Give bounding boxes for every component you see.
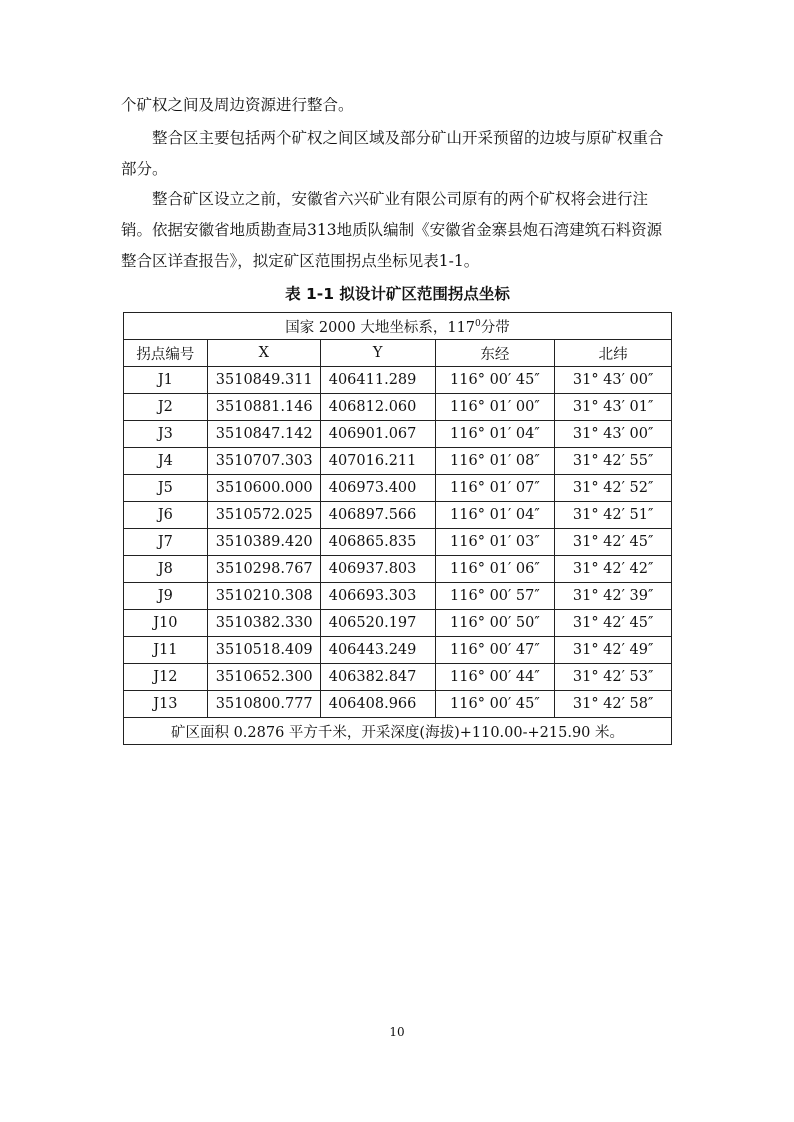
cell-latitude: 31° 42′ 42″ <box>555 556 672 583</box>
table-row <box>124 610 672 637</box>
cell-y: 406897.566 <box>320 502 435 529</box>
cell-y: 406411.289 <box>320 367 435 394</box>
cell-y: 406443.249 <box>320 637 435 664</box>
header-longitude: 东经 <box>435 340 555 367</box>
paragraph-2: 整合区主要包括两个矿权之间区域及部分矿山开采预留的边坡与原矿权重合部分。 <box>121 129 664 178</box>
cell-longitude: 116° 01′ 08″ <box>435 448 555 475</box>
cell-y: 406382.847 <box>320 664 435 691</box>
cell-latitude: 31° 43′ 00″ <box>555 367 672 394</box>
cell-latitude: 31° 42′ 51″ <box>555 502 672 529</box>
cell-x: 3510881.146 <box>207 394 320 421</box>
header-latitude: 北纬 <box>555 340 672 367</box>
table-row <box>124 691 672 718</box>
cell-latitude: 31° 43′ 01″ <box>555 394 672 421</box>
cell-x: 3510298.767 <box>207 556 320 583</box>
paragraph-1: 个矿权之间及周边资源进行整合。 <box>121 96 354 114</box>
table-row <box>124 529 672 556</box>
table-row <box>124 421 672 448</box>
cell-point-id: J8 <box>124 556 208 583</box>
cell-x: 3510389.420 <box>207 529 320 556</box>
cell-longitude: 116° 01′ 06″ <box>435 556 555 583</box>
cell-latitude: 31° 43′ 00″ <box>555 421 672 448</box>
cell-point-id: J6 <box>124 502 208 529</box>
cell-longitude: 116° 01′ 00″ <box>435 394 555 421</box>
table-row <box>124 394 672 421</box>
cell-y: 406693.303 <box>320 583 435 610</box>
cell-latitude: 31° 42′ 49″ <box>555 637 672 664</box>
coordinate-system-prefix: 国家 2000 大地坐标系，117 <box>285 319 476 336</box>
cell-point-id: J4 <box>124 448 208 475</box>
cell-y: 406937.803 <box>320 556 435 583</box>
table-row <box>124 583 672 610</box>
cell-x: 3510210.308 <box>207 583 320 610</box>
cell-latitude: 31° 42′ 45″ <box>555 610 672 637</box>
cell-y: 406865.835 <box>320 529 435 556</box>
cell-y: 406901.067 <box>320 421 435 448</box>
cell-point-id: J2 <box>124 394 208 421</box>
table-row <box>124 664 672 691</box>
cell-y: 407016.211 <box>320 448 435 475</box>
cell-point-id: J11 <box>124 637 208 664</box>
cell-longitude: 116° 01′ 03″ <box>435 529 555 556</box>
cell-longitude: 116° 00′ 50″ <box>435 610 555 637</box>
cell-x: 3510652.300 <box>207 664 320 691</box>
cell-longitude: 116° 00′ 45″ <box>435 367 555 394</box>
table-row <box>124 637 672 664</box>
table-caption: 表 1-1 拟设计矿区范围拐点坐标 <box>285 285 510 303</box>
table-row <box>124 556 672 583</box>
coordinate-system-cell <box>124 313 672 340</box>
table-footer-row <box>124 718 672 745</box>
cell-point-id: J3 <box>124 421 208 448</box>
cell-y: 406973.400 <box>320 475 435 502</box>
cell-point-id: J5 <box>124 475 208 502</box>
cell-point-id: J7 <box>124 529 208 556</box>
cell-point-id: J10 <box>124 610 208 637</box>
cell-point-id: J13 <box>124 691 208 718</box>
cell-x: 3510572.025 <box>207 502 320 529</box>
table-row <box>124 502 672 529</box>
header-y: Y <box>320 340 435 367</box>
cell-latitude: 31° 42′ 39″ <box>555 583 672 610</box>
header-point-id: 拐点编号 <box>124 340 208 367</box>
cell-x: 3510847.142 <box>207 421 320 448</box>
cell-longitude: 116° 00′ 45″ <box>435 691 555 718</box>
cell-latitude: 31° 42′ 55″ <box>555 448 672 475</box>
cell-y: 406408.966 <box>320 691 435 718</box>
table-row <box>124 475 672 502</box>
table-system-row <box>124 313 672 340</box>
table-footer-note: 矿区面积 0.2876 平方千米，开采深度(海拔)+110.00-+215.90 米。 <box>124 718 672 745</box>
cell-x: 3510518.409 <box>207 637 320 664</box>
table-row <box>124 367 672 394</box>
paragraph-3: 整合矿区设立之前，安徽省六兴矿业有限公司原有的两个矿权将会进行注销。依据安徽省地质勘查局313地质队编制《安徽省金寨县炮石湾建筑石料资源整合区详查报告》，拟定矿区范围拐点坐标见表1-1。 <box>121 190 663 270</box>
cell-latitude: 31° 42′ 53″ <box>555 664 672 691</box>
cell-x: 3510849.311 <box>207 367 320 394</box>
table-header-row <box>124 340 672 367</box>
cell-point-id: J1 <box>124 367 208 394</box>
cell-point-id: J9 <box>124 583 208 610</box>
table-row <box>124 448 672 475</box>
cell-x: 3510600.000 <box>207 475 320 502</box>
cell-longitude: 116° 00′ 44″ <box>435 664 555 691</box>
cell-x: 3510382.330 <box>207 610 320 637</box>
cell-latitude: 31° 42′ 52″ <box>555 475 672 502</box>
cell-longitude: 116° 00′ 57″ <box>435 583 555 610</box>
page-number: 10 <box>389 1025 405 1039</box>
cell-longitude: 116° 01′ 04″ <box>435 502 555 529</box>
header-x: X <box>207 340 320 367</box>
cell-latitude: 31° 42′ 45″ <box>555 529 672 556</box>
coordinate-system-suffix: 分带 <box>480 319 510 336</box>
coordinates-table <box>123 312 672 745</box>
cell-point-id: J12 <box>124 664 208 691</box>
cell-x: 3510800.777 <box>207 691 320 718</box>
cell-x: 3510707.303 <box>207 448 320 475</box>
cell-y: 406520.197 <box>320 610 435 637</box>
cell-longitude: 116° 01′ 07″ <box>435 475 555 502</box>
cell-y: 406812.060 <box>320 394 435 421</box>
cell-latitude: 31° 42′ 58″ <box>555 691 672 718</box>
cell-longitude: 116° 01′ 04″ <box>435 421 555 448</box>
coordinate-system-sup: 0 <box>475 318 481 329</box>
cell-longitude: 116° 00′ 47″ <box>435 637 555 664</box>
